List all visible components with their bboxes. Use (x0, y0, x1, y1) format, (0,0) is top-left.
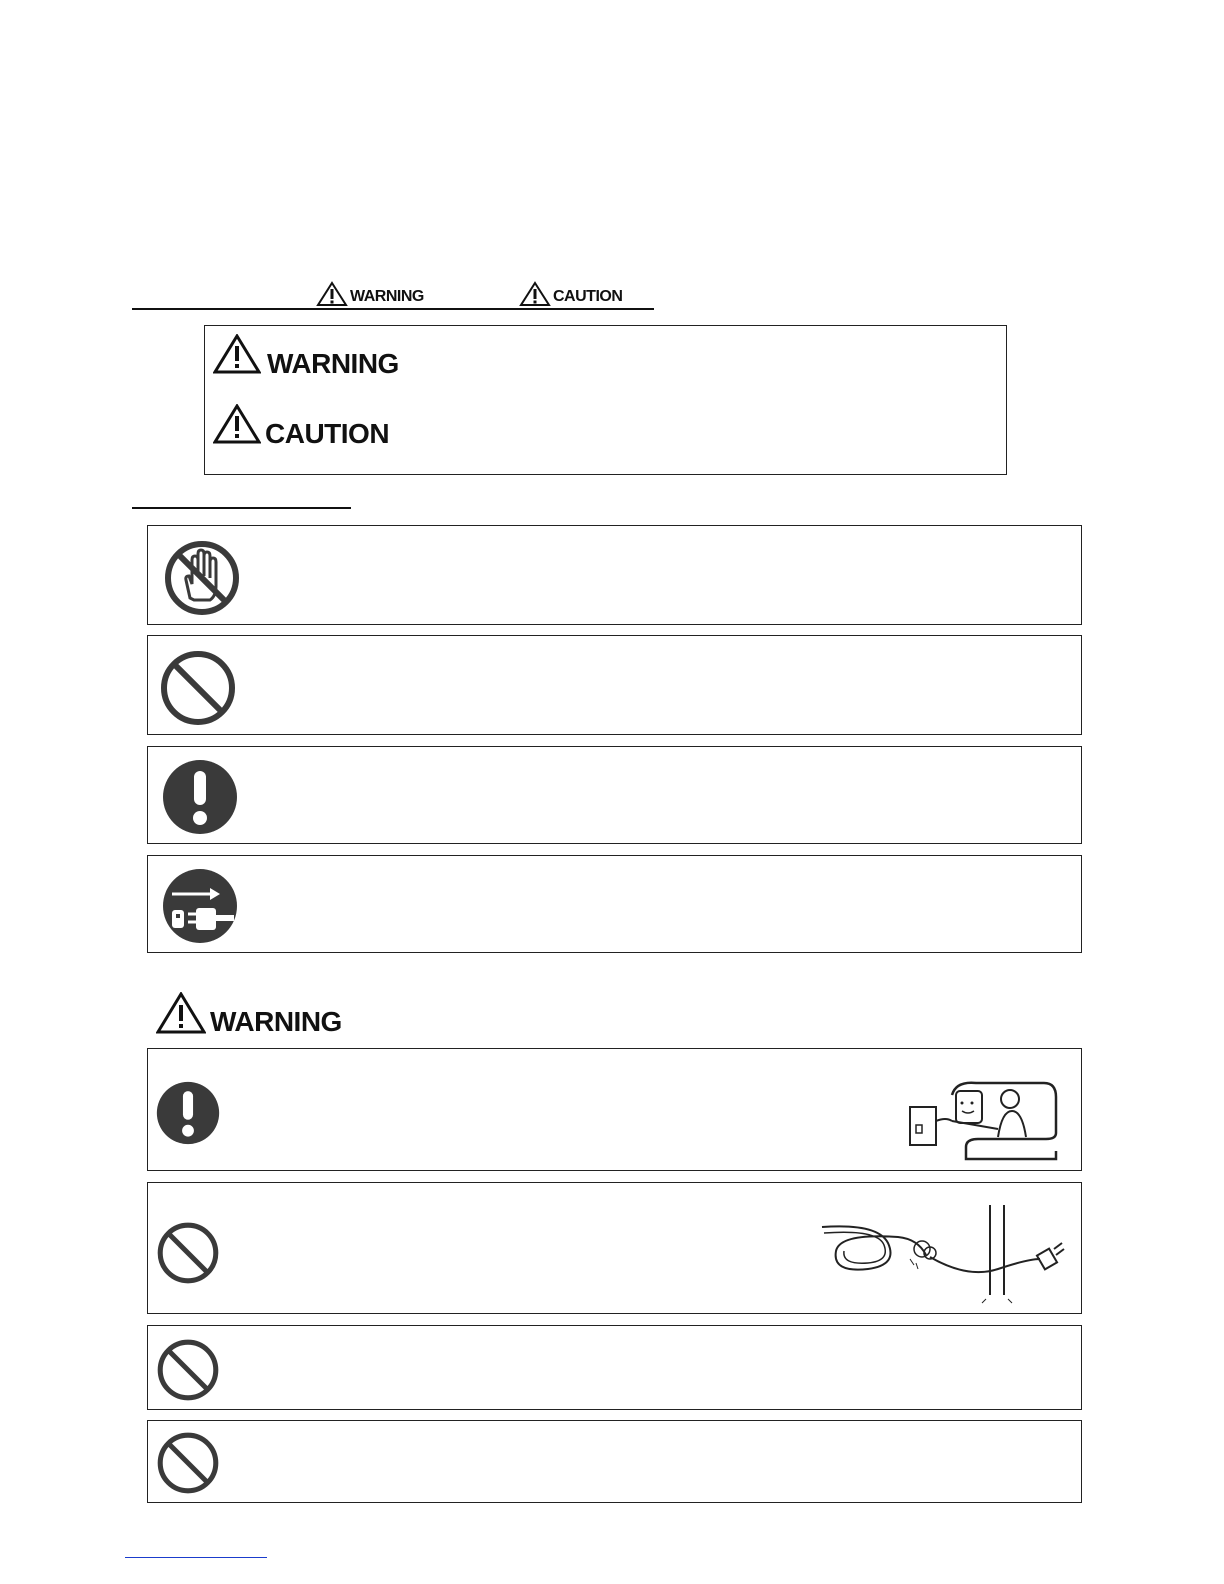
caution-triangle-icon (519, 281, 551, 307)
prohibition-icon (156, 1221, 220, 1285)
mandatory-action-icon (156, 1081, 220, 1145)
footer-link-underline[interactable] (125, 1557, 267, 1558)
caution-triangle-icon (213, 404, 261, 444)
definitions-box (204, 325, 1007, 475)
symbol-row-no-touch (147, 525, 1082, 625)
symbol-row-mandatory (147, 746, 1082, 844)
warning-triangle-icon (213, 334, 261, 374)
prohibition-icon (156, 1431, 220, 1495)
warning-triangle-icon (316, 281, 348, 307)
mandatory-action-icon (162, 759, 238, 835)
prohibition-icon (156, 1338, 220, 1402)
header-caution-label: CAUTION (553, 288, 623, 305)
symbol-row-prohibition (147, 635, 1082, 735)
symbols-heading-underline (132, 507, 351, 509)
warning-item-2 (147, 1182, 1082, 1314)
no-touch-icon (164, 540, 240, 616)
symbol-row-unplug (147, 855, 1082, 953)
header-warning-label: WARNING (350, 288, 424, 305)
warning-section-heading: WARNING (210, 1006, 342, 1037)
definition-warning-label: WARNING (267, 348, 399, 379)
damaged-cord-illustration (818, 1199, 1068, 1305)
definition-caution-label: CAUTION (265, 418, 390, 449)
warning-item-1 (147, 1048, 1082, 1171)
sewing-machine-plug-illustration (906, 1077, 1066, 1165)
unplug-icon (162, 868, 238, 944)
warning-item-4 (147, 1420, 1082, 1503)
warning-item-3 (147, 1325, 1082, 1410)
header-underline (132, 308, 654, 310)
prohibition-icon (160, 650, 236, 726)
warning-triangle-icon (156, 992, 206, 1034)
